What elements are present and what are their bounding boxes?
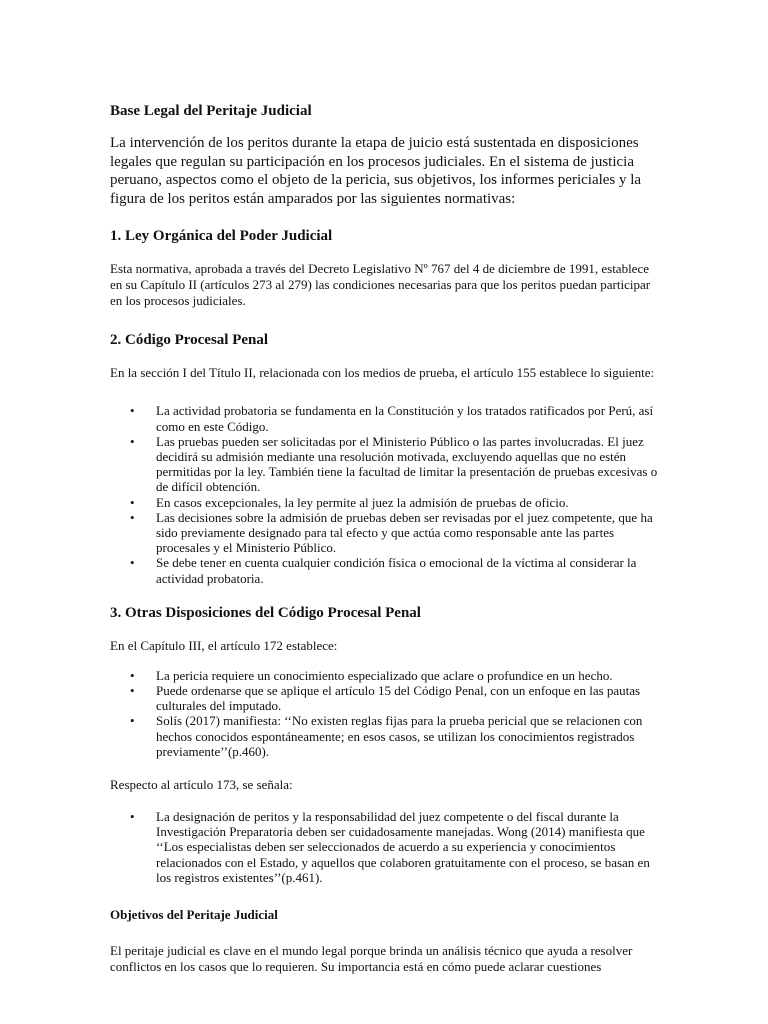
intro-paragraph: La intervención de los peritos durante la etapa de juicio está sustentada en disposiciones legales que regulan su participación en los procesos judiciales. En el sistema de justicia peruano, aspectos como el objeto de la pericia, sus objetivos, los informes periciales y la figura de los peritos están amparados por las siguientes normativas: xyxy=(110,135,642,207)
bullet-list-articulo-155 xyxy=(110,403,662,585)
section-paragraph-articulo-173: Respecto al artículo 173, se señala: xyxy=(110,777,293,793)
bullet-list-articulo-172 xyxy=(110,668,662,759)
section-heading-otras-disposiciones: 3. Otras Disposiciones del Código Procesal Penal xyxy=(110,604,421,621)
list-item: • Puede ordenarse que se aplique el artículo 15 del Código Penal, con un enfoque en las pautas culturales del imputado. xyxy=(110,683,662,713)
list-item: • Las decisiones sobre la admisión de pruebas deben ser revisadas por el juez competente, que ha sido previamente designado para tal efecto y que actúa como responsable ante las partes procesales y el Ministerio Público. xyxy=(110,510,662,556)
list-item: • Solís (2017) manifiesta: ‘‘No existen reglas fijas para la prueba pericial que se relacionen con hechos conocidos espontáneamente; en esos casos, se utilizan los conocimientos registrados previamente’’(p.460). xyxy=(110,713,662,759)
objectives-heading: Objetivos del Peritaje Judicial xyxy=(110,907,278,923)
section-heading-ley-organica: 1. Ley Orgánica del Poder Judicial xyxy=(110,228,333,245)
list-item: • Las pruebas pueden ser solicitadas por el Ministerio Público o las partes involucradas. El juez decidirá su admisión mediante una resolución motivada, excluyendo aquellas que no estén permitidas por la ley. También tiene la facultad de limitar la presentación de pruebas excesivas o de difícil obtención. xyxy=(110,434,662,495)
bullet-list-articulo-173 xyxy=(110,809,662,885)
objectives-paragraph: El peritaje judicial es clave en el mundo legal porque brinda un análisis técnico que ayuda a resolver conflictos en los casos que lo requieren. Su importancia está en cómo puede aclarar cuestiones xyxy=(110,943,633,975)
section-heading-codigo-procesal: 2. Código Procesal Penal xyxy=(110,332,269,349)
document-title: Base Legal del Peritaje Judicial xyxy=(110,103,312,119)
list-item: • Se debe tener en cuenta cualquier condición física o emocional de la víctima al considerar la actividad probatoria. xyxy=(110,555,662,585)
list-item: • En casos excepcionales, la ley permite al juez la admisión de pruebas de oficio. xyxy=(110,495,662,510)
list-item: • La pericia requiere un conocimiento especializado que aclare o profundice en un hecho. xyxy=(110,668,662,683)
list-item: • La actividad probatoria se fundamenta en la Constitución y los tratados ratificados por Perú, así como en este Código. xyxy=(110,403,662,433)
section-paragraph-articulo-172: En el Capítulo III, el artículo 172 establece: xyxy=(110,637,338,653)
list-item: • La designación de peritos y la responsabilidad del juez competente o del fiscal durante la Investigación Preparatoria deben ser cuidadosamente manejadas. Wong (2014) manifiesta que ‘‘Los especialistas deben ser seleccionados de acuerdo a su experiencia y conocimientos relacionados con el Estado, y aquellos que colaboren gratuitamente con el proceso, se basan en los registros existentes’’(p.461). xyxy=(110,809,662,885)
section-paragraph-codigo-procesal: En la sección I del Título II, relacionada con los medios de prueba, el artículo 155 establece lo siguiente: xyxy=(110,365,655,381)
section-paragraph-ley-organica: Esta normativa, aprobada a través del Decreto Legislativo Nº 767 del 4 de diciembre de 1991, establece en su Capítulo II (artículos 273 al 279) las condiciones necesarias para que los peritos puedan participar en los procesos judiciales. xyxy=(110,261,651,309)
document-body xyxy=(110,102,662,975)
